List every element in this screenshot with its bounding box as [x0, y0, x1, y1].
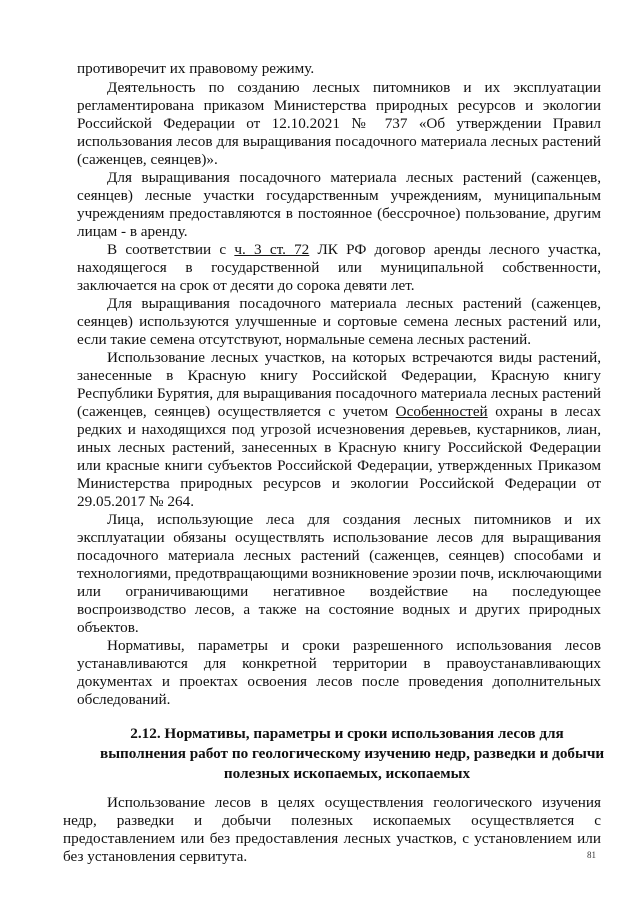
text-span: В соответствии с [107, 241, 235, 258]
text-span: охраны в лесах [487, 403, 601, 420]
text-line: объектов. [77, 619, 139, 636]
text-line: воспроизводство лесов, а также на состояние водных и других природных [77, 601, 601, 618]
text-line: если такие семена отсутствуют, нормальные семена лесных растений. [77, 331, 532, 348]
text-line: Для выращивания посадочного материала лесных растений (саженцев, [107, 169, 601, 186]
text-line: занесенные в Красную книгу Российской Федерации, Красную книгу [77, 367, 601, 384]
section-heading-line: выполнения работ по геологическому изучению недр, разведки и добычи [100, 745, 605, 762]
text-line: регламентирована приказом Министерства природных ресурсов и экологии [77, 97, 601, 114]
text-line: устанавливаются для конкретной территории в правоустанавливающих [77, 655, 601, 672]
text-line: Использование лесных участков, на которых встречаются виды растений, [107, 349, 601, 366]
text-span: ЛК РФ договор аренды лесного участка, [309, 241, 602, 258]
text-line: учреждениям предоставляются в постоянное (бессрочное) пользование, другим [77, 205, 601, 222]
text-line: 29.05.2017 № 264. [77, 493, 195, 510]
text-line: иных лесных растений, занесенных в Красную книгу Российской Федерации [77, 439, 601, 456]
text-line: эксплуатации обязаны осуществлять использование лесов для выращивания [77, 529, 601, 546]
text-line: сеянцев) используются улучшенные и сортовые семена лесных растений или, [77, 313, 601, 330]
text-span: (саженцев, сеянцев) осуществляется с учетом [77, 403, 396, 420]
text-line: документах и проектах освоения лесов после проведения дополнительных [77, 673, 601, 690]
text-line: предоставлением или без предоставления лесных участков, с установлением или [63, 830, 601, 847]
text-line: или ограничивающими негативное воздействие на последующее [77, 583, 601, 600]
regulation-link[interactable]: Особенностей [395, 403, 488, 420]
text-line [107, 241, 601, 259]
text-line: посадочного материала лесных растений (саженцев, сеянцев) способами и [77, 547, 601, 564]
text-line: заключается на срок от десяти до сорока девяти лет. [77, 277, 415, 294]
text-line: без установления сервитута. [63, 848, 248, 865]
text-line: противоречит их правовому режиму. [77, 60, 315, 77]
text-line: Республики Бурятия, для выращивания посадочного материала лесных растений [77, 385, 601, 402]
text-line: Для выращивания посадочного материала лесных растений (саженцев, [107, 295, 601, 312]
text-line: использования лесов для выращивания посадочного материала лесных растений [77, 133, 601, 150]
text-line: или красные книги субъектов Российской Федерации, утвержденных Приказом [77, 457, 601, 474]
text-line: сеянцев) лесные участки государственным учреждениям, муниципальным [77, 187, 601, 204]
text-line: Нормативы, параметры и сроки разрешенного использования лесов [107, 637, 601, 654]
text-line: (саженцев, сеянцев)». [77, 151, 218, 168]
text-line: редких и находящихся под угрозой исчезновения деревьев, кустарников, лиан, [77, 421, 601, 438]
text-line: находящегося в государственной или муниципальной собственности, [77, 259, 601, 276]
text-line: лицам - в аренду. [77, 223, 188, 240]
text-line [77, 403, 601, 421]
text-line: Министерства природных ресурсов и экологии Российской Федерации от [77, 475, 601, 492]
page-number: 81 [587, 850, 596, 860]
text-line: Российской Федерации от 12.10.2021 № 737 «Об утверждении Правил [77, 115, 601, 132]
text-line: недр, разведки и добычи полезных ископаемых осуществляется с [63, 812, 601, 829]
text-line: технологиями, предотвращающими возникновение эрозии почв, исключающими [77, 565, 602, 582]
law-reference-link[interactable]: ч. 3 ст. 72 [234, 241, 310, 258]
text-line: Использование лесов в целях осуществления геологического изучения [107, 794, 601, 811]
section-heading-line: полезных ископаемых, ископаемых [223, 765, 471, 782]
section-heading-line: 2.12. Нормативы, параметры и сроки использования лесов для [130, 725, 564, 742]
text-line: Лица, использующие леса для создания лесных питомников и их [107, 511, 601, 528]
text-line: обследований. [77, 691, 171, 708]
text-line: Деятельность по созданию лесных питомников и их эксплуатации [107, 79, 601, 96]
